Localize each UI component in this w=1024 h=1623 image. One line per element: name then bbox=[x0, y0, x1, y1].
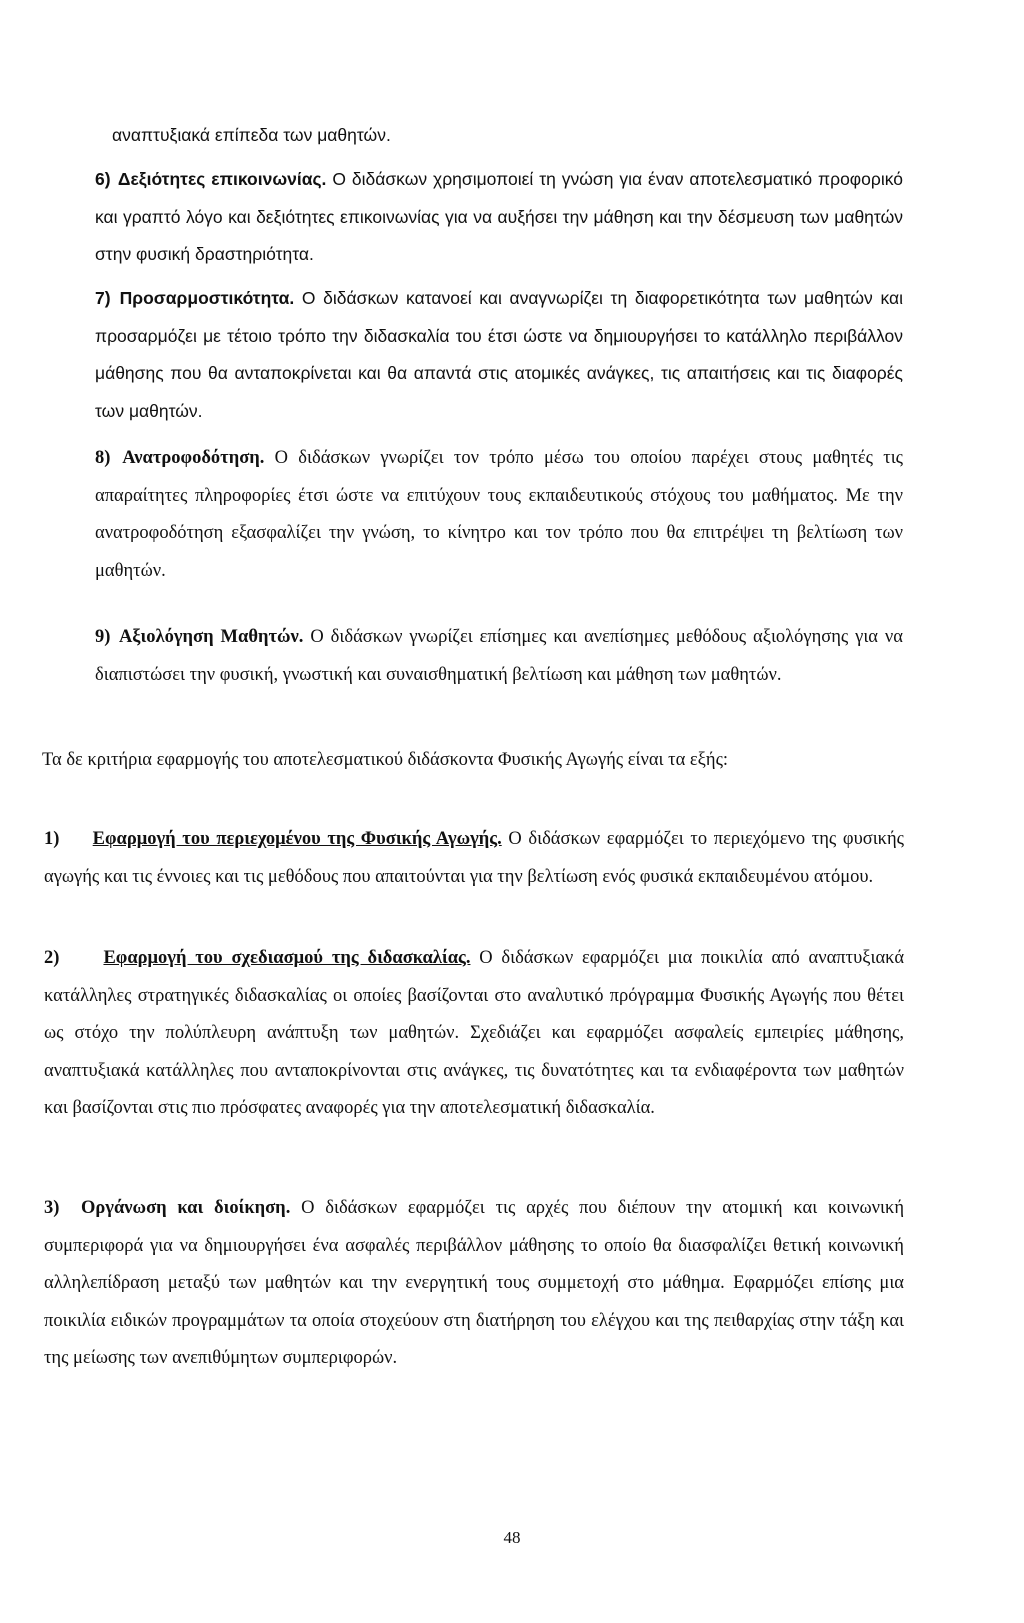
criterion-text: Ο διδάσκων εφαρμόζει μια ποικιλία από αναπτυξιακά κατάλληλες στρατηγικές διδασκαλίας οι οποίες βασίζονται στο αναλυτικό πρόγραμμα Φυσικής Αγωγής που θέτει ως στόχο την πολύπλευρη ανάπτυξη των μαθητών. Σχεδιάζει και εφαρμόζει ασφαλείς εμπειρίες μάθησης, αναπτυξιακά κατάλληλες που ανταποκρίνονται στις ανάγκες, τις δυνατότητες και τα ενδιαφέροντα των μαθητών και βασίζονται στις πιο πρόσφατες αναφορές για την αποτελεσματική διδασκαλία. bbox=[44, 948, 905, 1118]
item-number: 6) bbox=[95, 169, 111, 189]
item-number: 7) bbox=[95, 288, 111, 308]
page-number: 48 bbox=[503, 1528, 521, 1547]
criterion-3 bbox=[44, 1190, 904, 1378]
criterion-2 bbox=[44, 940, 904, 1128]
criterion-title: Οργάνωση και διοίκηση. bbox=[81, 1198, 291, 1218]
list-item-6 bbox=[95, 161, 903, 274]
item-number: 9) bbox=[95, 627, 111, 647]
criterion-number: 1) bbox=[44, 829, 60, 849]
item-text: Ο διδάσκων κατανοεί και αναγνωρίζει τη διαφορετικότητα των μαθητών και προσαρμόζει με τέτοιο τρόπο την διδασκαλία του έτσι ώστε να δημιουργήσει το κατάλληλο περιβάλλον μάθησης που θα ανταποκρίνεται και θα απαντά στις ατομικές ανάγκες, τις απαιτήσεις και τις διαφορές των μαθητών. bbox=[95, 288, 903, 421]
item-text: Ο διδάσκων χρησιμοποιεί τη γνώση για έναν αποτελεσματικό προφορικό και γραπτό λόγο και δεξιότητες επικοινωνίας για να αυξήσει την μάθηση και την δέσμευση των μαθητών στην φυσική δραστηριότητα. bbox=[95, 169, 903, 264]
item-title: Προσαρμοστικότητα. bbox=[119, 288, 295, 308]
criterion-number: 2) bbox=[44, 948, 60, 968]
criterion-title: Εφαρμογή του περιεχομένου της Φυσικής Αγωγής. bbox=[92, 829, 502, 849]
criterion-text: Ο διδάσκων εφαρμόζει τις αρχές που διέπουν την ατομική και κοινωνική συμπεριφορά για να δημιουργήσει ένα ασφαλές περιβάλλον μάθησης το οποίο θα διασφαλίζει θετική κοινωνική αλληλεπίδραση μεταξύ των μαθητών και την ενεργητική τους συμμετοχή στο μάθημα. Εφαρμόζει επίσης μια ποικιλία ειδικών προγραμμάτων τα οποία στοχεύουν στη διατήρηση του ελέγχου και της πειθαρχίας στην τάξη και της μείωσης των ανεπιθύμητων συμπεριφορών. bbox=[44, 1198, 905, 1368]
list-item-9 bbox=[95, 619, 903, 694]
item-text: Ο διδάσκων γνωρίζει τον τρόπο μέσω του οποίου παρέχει στους μαθητές τις απαραίτητες πληροφορίες έτσι ώστε να επιτύχουν τους εκπαιδευτικούς στόχους του μαθήματος. Με την ανατροφοδότηση εξασφαλίζει την γνώση, το κίνητρο και τον τρόπο που θα επιτρέψει τη βελτίωση των μαθητών. bbox=[95, 448, 904, 581]
item-title: Αξιολόγηση Μαθητών. bbox=[118, 627, 304, 647]
item-number: 8) bbox=[95, 448, 111, 468]
criterion-1 bbox=[44, 821, 904, 896]
criteria-intro: Τα δε κριτήρια εφαρμογής του αποτελεσματικού διδάσκοντα Φυσικής Αγωγής είναι τα εξής: bbox=[42, 750, 729, 770]
item-text: Ο διδάσκων γνωρίζει επίσημες και ανεπίσημες μεθόδους αξιολόγησης για να διαπιστώσει την φυσική, γνωστική και συναισθηματική βελτίωση και μάθηση των μαθητών. bbox=[95, 627, 903, 685]
criterion-title: Εφαρμογή του σχεδιασμού της διδασκαλίας. bbox=[103, 948, 471, 968]
item-title: Δεξιότητες επικοινωνίας. bbox=[117, 169, 327, 189]
item-title: Ανατροφοδότηση. bbox=[122, 448, 265, 468]
list-item-7 bbox=[95, 280, 903, 430]
continuation-line: αναπτυξιακά επίπεδα των μαθητών. bbox=[112, 125, 391, 145]
criterion-text: Ο διδάσκων εφαρμόζει το περιεχόμενο της φυσικής αγωγής και τις έννοιες και τις μεθόδους που απαιτούνται για την βελτίωση ενός φυσικά εκπαιδευμένου ατόμου. bbox=[44, 829, 905, 887]
criterion-number: 3) bbox=[44, 1198, 60, 1218]
list-item-8 bbox=[95, 440, 903, 590]
